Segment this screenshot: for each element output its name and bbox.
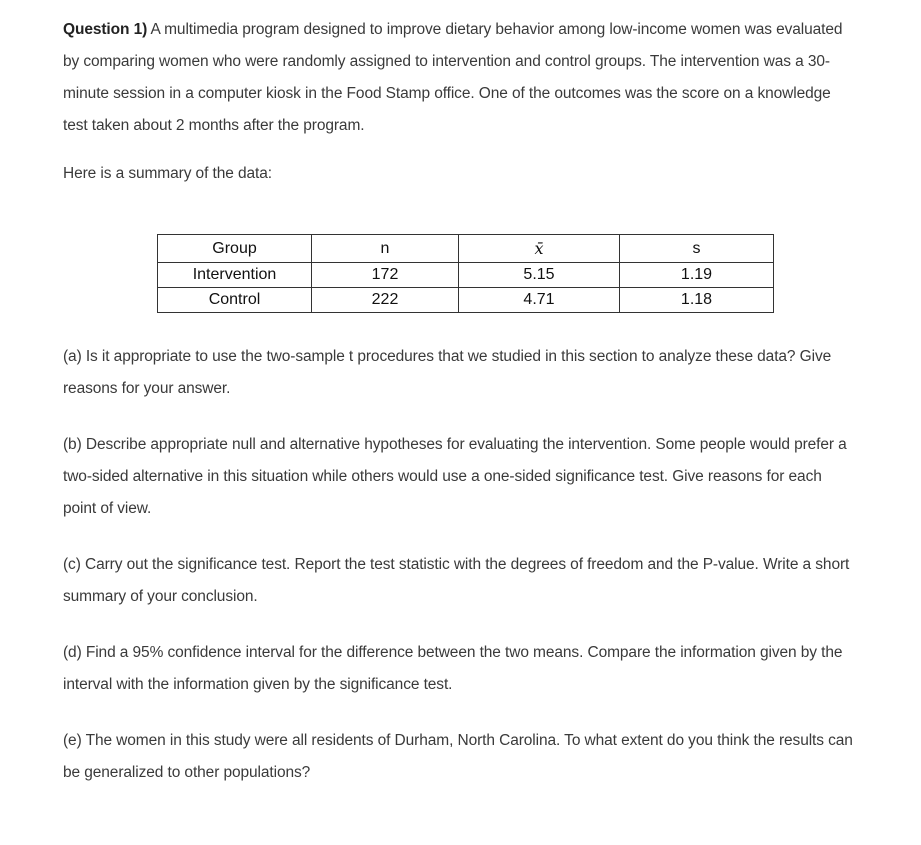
part-a: (a) Is it appropriate to use the two-sample t procedures that we studied in this section to analyze these data? Give reasons for your answer. <box>63 348 832 397</box>
table-cell-n: 172 <box>312 263 459 288</box>
header-s: s <box>620 235 774 263</box>
table-cell-sd: 1.18 <box>620 288 774 313</box>
part-d: (d) Find a 95% confidence interval for the difference between the two means. Compare the information given by the interval with the information given by the significance test. <box>63 644 843 693</box>
table-row <box>158 288 774 313</box>
data-summary-table-wrap <box>157 234 853 313</box>
data-summary-table <box>157 234 774 313</box>
header-xbar: x̄ <box>459 235 620 263</box>
table-cell-mean: 5.15 <box>459 263 620 288</box>
question-intro <box>63 14 853 142</box>
table-cell-n: 222 <box>312 288 459 313</box>
question-intro-text: A multimedia program designed to improve dietary behavior among low-income women was evaluated by comparing women who were randomly assigned to intervention and control groups. The intervention was a 30-minute session in a computer kiosk in the Food Stamp office. One of the outcomes was the score on a knowledge test taken about 2 months after the program. <box>63 21 843 134</box>
table-cell-mean: 4.71 <box>459 288 620 313</box>
table-cell-group: Intervention <box>158 263 312 288</box>
table-cell-group: Control <box>158 288 312 313</box>
table-header-row <box>158 235 774 263</box>
part-e: (e) The women in this study were all residents of Durham, North Carolina. To what extent do you think the results can be generalized to other populations? <box>63 732 853 781</box>
summary-line: Here is a summary of the data: <box>63 165 272 182</box>
header-n: n <box>312 235 459 263</box>
part-b: (b) Describe appropriate null and alternative hypotheses for evaluating the intervention. Some people would prefer a two-sided alternative in this situation while others would use a one-sided significance test. Give reasons for each point of view. <box>63 436 847 517</box>
table-row <box>158 263 774 288</box>
table-cell-sd: 1.19 <box>620 263 774 288</box>
header-group: Group <box>158 235 312 263</box>
question-label: Question 1) <box>63 21 148 38</box>
part-c: (c) Carry out the significance test. Report the test statistic with the degrees of freedom and the P-value. Write a short summary of your conclusion. <box>63 556 850 605</box>
document <box>63 14 853 789</box>
